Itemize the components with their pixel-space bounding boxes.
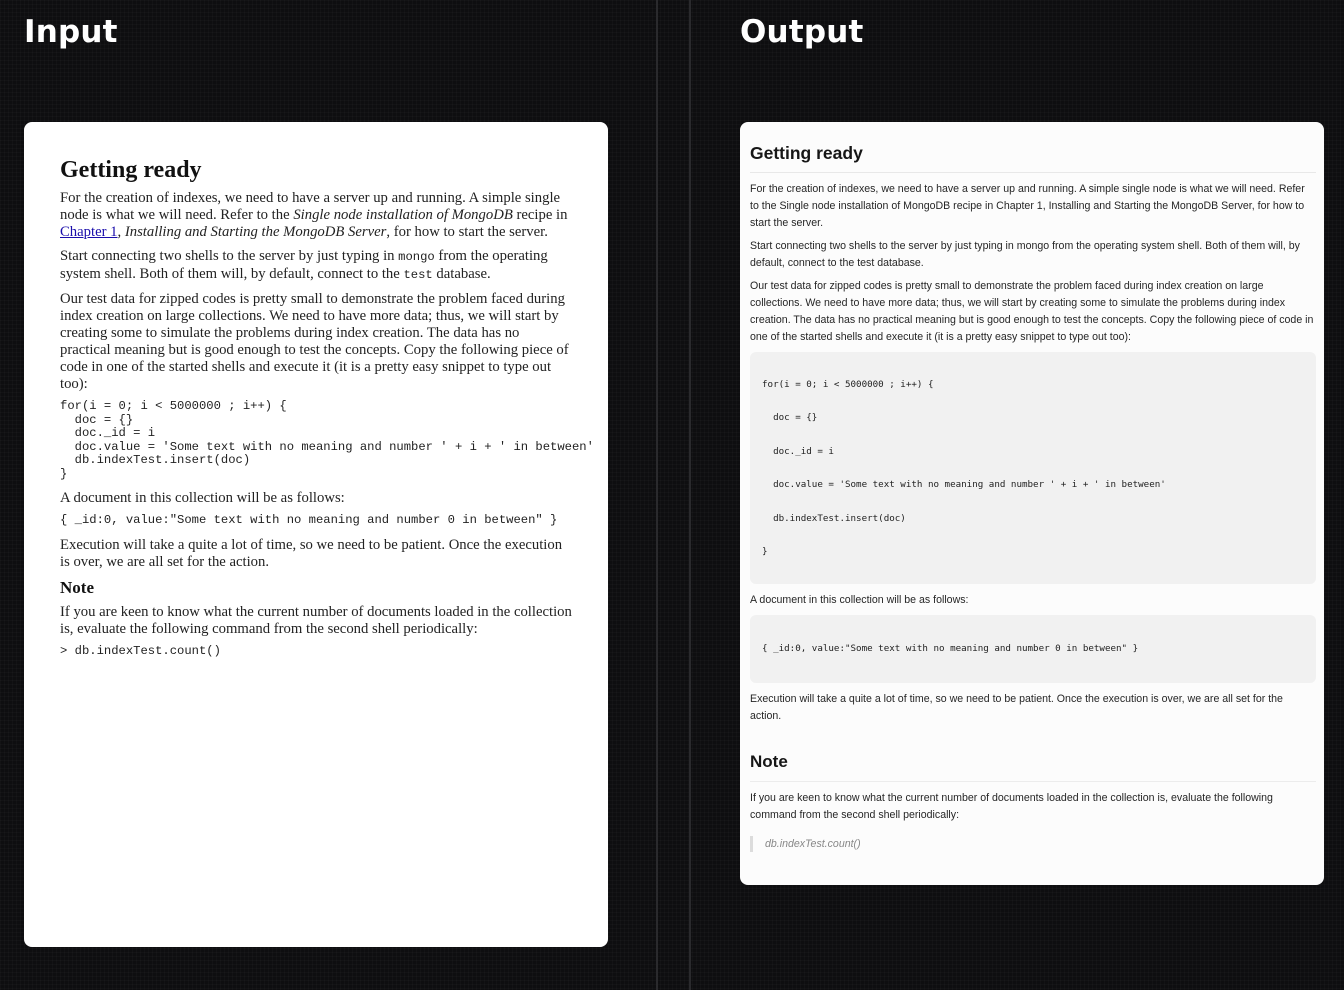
text-span: For the creation of indexes, we need to have a server up and running. A simple single node is what we will need. Refer to the xyxy=(60,190,561,223)
pane-divider[interactable] xyxy=(656,0,658,990)
inline-code-test: test xyxy=(403,268,433,282)
code-line: for(i = 0; i < 5000000 ; i++) { xyxy=(762,379,934,390)
paragraph-execution: Execution will take a quite a lot of time, so we need to be patient. Once the execution is over, we are all set for the action. xyxy=(60,536,563,570)
output-pane-title: Output xyxy=(740,14,864,50)
input-pane-title: Input xyxy=(24,14,118,50)
code-line: doc = {} xyxy=(762,412,818,424)
code-line: db.indexTest.insert(doc) xyxy=(762,512,906,524)
paragraph-intro: For the creation of indexes, we need to have a server up and running. A simple single node is what we will need. Refer to the Single node installation of MongoDB recipe in Chapter 1, Installing and Starting the MongoDB Server, for how to start the server. xyxy=(750,183,1305,229)
code-line: } xyxy=(762,546,768,558)
paragraph-execution: Execution will take a quite a lot of time, so we need to be patient. Once the execution is over, we are all set for the action. xyxy=(750,692,1283,722)
code-block-document-example xyxy=(750,615,1316,682)
note-heading: Note xyxy=(60,577,94,597)
text-span: , for how to start the server. xyxy=(386,224,548,240)
paragraph-document-intro: A document in this collection will be as follows: xyxy=(60,490,345,506)
code-block-insert-loop: for(i = 0; i < 5000000 ; i++) { doc = {} doc._id = i doc.value = 'Some text with no meaning and number ' + i + ' in between' db.indexTest.insert(doc) } xyxy=(60,399,594,481)
paragraph-shells xyxy=(60,248,572,284)
text-span: recipe in xyxy=(512,207,568,223)
text-span: , xyxy=(117,224,125,240)
code-line: doc._id = i xyxy=(762,445,834,457)
chapter-link[interactable]: Chapter 1 xyxy=(60,224,118,240)
note-heading: Note xyxy=(750,751,1316,782)
text-span: Start connecting two shells to the server by just typing in xyxy=(60,248,399,264)
paragraph-shells: Start connecting two shells to the server by just typing in mongo from the operating system shell. Both of them will, by default, connect to the test database. xyxy=(750,240,1300,269)
blockquote-count-command: db.indexTest.count() xyxy=(750,836,1316,852)
section-heading: Getting ready xyxy=(750,142,1316,173)
code-block-insert-loop xyxy=(750,352,1316,584)
inline-code-mongo: mongo xyxy=(398,250,435,264)
pane-divider[interactable] xyxy=(689,0,691,990)
paragraph-test-data: Our test data for zipped codes is pretty small to demonstrate the problem faced during index creation on large collections. We need to have more data; thus, we will start by creating some to simulate the problems during index creation. The data has no practical meaning but is good enough to test the concepts. Copy the following piece of code in one of the started shells and execute it (it is a pretty easy snippet to type out too): xyxy=(60,291,569,392)
text-span: from the operating system shell. Both of them will, by default, connect to the xyxy=(60,248,548,282)
text-span: database. xyxy=(432,266,491,282)
paragraph-intro xyxy=(60,190,572,241)
input-document-card xyxy=(24,122,608,947)
recipe-title: Single node installation of MongoDB xyxy=(293,207,513,223)
code-line: { _id:0, value:"Some text with no meaning and number 0 in between" } xyxy=(762,643,1139,655)
paragraph-note: If you are keen to know what the current number of documents loaded in the collection is, evaluate the following command from the second shell periodically: xyxy=(60,603,572,637)
paragraph-note: If you are keen to know what the current number of documents loaded in the collection is, evaluate the following command from the second shell periodically: xyxy=(750,791,1273,821)
code-line: doc.value = 'Some text with no meaning and number ' + i + ' in between' xyxy=(762,479,1166,491)
paragraph-test-data: Our test data for zipped codes is pretty small to demonstrate the problem faced during index creation on large collections. We need to have more data; thus, we will start by creating some to simulate the problems during index creation. The data has no practical meaning but is good enough to test the concepts. Copy the following piece of code in one of the started shells and execute it (it is a pretty easy snippet to type out too): xyxy=(750,280,1314,343)
code-block-document-example: { _id:0, value:"Some text with no meaning and number 0 in between" } xyxy=(60,513,558,527)
section-heading: Getting ready xyxy=(60,157,202,183)
chapter-title: Installing and Starting the MongoDB Server xyxy=(124,224,387,240)
output-document-card xyxy=(740,122,1324,885)
paragraph-document-intro: A document in this collection will be as follows: xyxy=(750,594,969,607)
code-block-count: > db.indexTest.count() xyxy=(60,643,221,658)
